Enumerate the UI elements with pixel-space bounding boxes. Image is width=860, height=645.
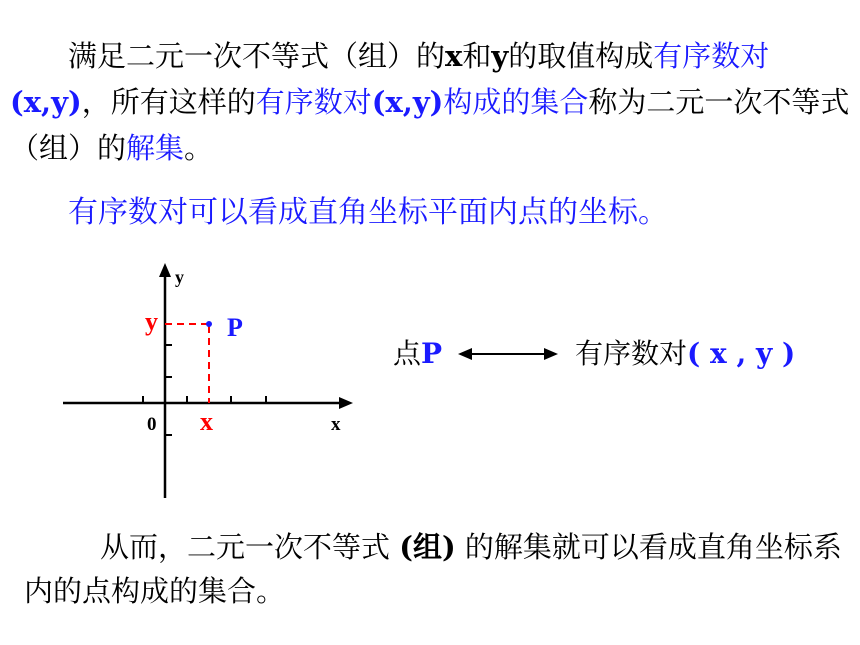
intro-ordered-pair: 有序数对	[653, 39, 770, 73]
intro-var-x: x	[445, 39, 463, 73]
conclusion-text-2: 的解集就可以看成直角坐标系内的点构成的集合。	[24, 530, 842, 608]
intro-pair-xy-2: (x,y)	[371, 85, 444, 119]
intro-var-y: y	[491, 39, 509, 73]
intro-solution-set: 解集	[126, 131, 185, 165]
y-axis-arrowhead	[159, 263, 171, 277]
intro-paragraph	[10, 33, 855, 171]
intro-text-and: 和	[462, 39, 492, 73]
point-x-label: x	[200, 407, 213, 436]
intro-text-3: ，所有这样的	[81, 85, 256, 119]
intro-text-2: 的取值构成	[508, 39, 654, 73]
y-axis-label: y	[175, 267, 184, 287]
pair-value: ( x , y )	[687, 337, 796, 370]
conclusion-paragraph	[24, 525, 849, 613]
point-p-label: P	[227, 313, 243, 342]
conclusion-group: (组)	[399, 530, 456, 564]
coordinate-diagram	[55, 255, 365, 505]
ordered-pair-note: 有序数对可以看成直角坐标平面内点的坐标。	[68, 195, 668, 230]
point-word: 点	[393, 337, 422, 370]
intro-text-1: 满足二元一次不等式（组）的	[68, 39, 446, 73]
pair-word: 有序数对	[575, 337, 688, 370]
point-letter: P	[421, 337, 443, 370]
double-arrow-icon	[458, 344, 558, 364]
x-axis-label: x	[331, 414, 341, 435]
x-axis-arrowhead	[339, 397, 353, 409]
origin-label: 0	[147, 414, 157, 435]
correspondence-pair	[575, 334, 795, 374]
intro-ordered-pair-2: 有序数对	[255, 85, 372, 119]
conclusion-text-1: 从而，二元一次不等式	[100, 530, 400, 564]
intro-text-4: 称为二元一次不等式（组）的	[10, 85, 850, 165]
intro-pair-xy: (x,y)	[10, 85, 82, 119]
intro-period: 。	[184, 131, 214, 165]
correspondence-point	[393, 334, 442, 374]
point-p-dot	[206, 321, 212, 327]
intro-set-phrase: 构成的集合	[443, 85, 589, 119]
point-y-label: y	[145, 307, 158, 336]
point-pair-correspondence	[393, 334, 823, 378]
